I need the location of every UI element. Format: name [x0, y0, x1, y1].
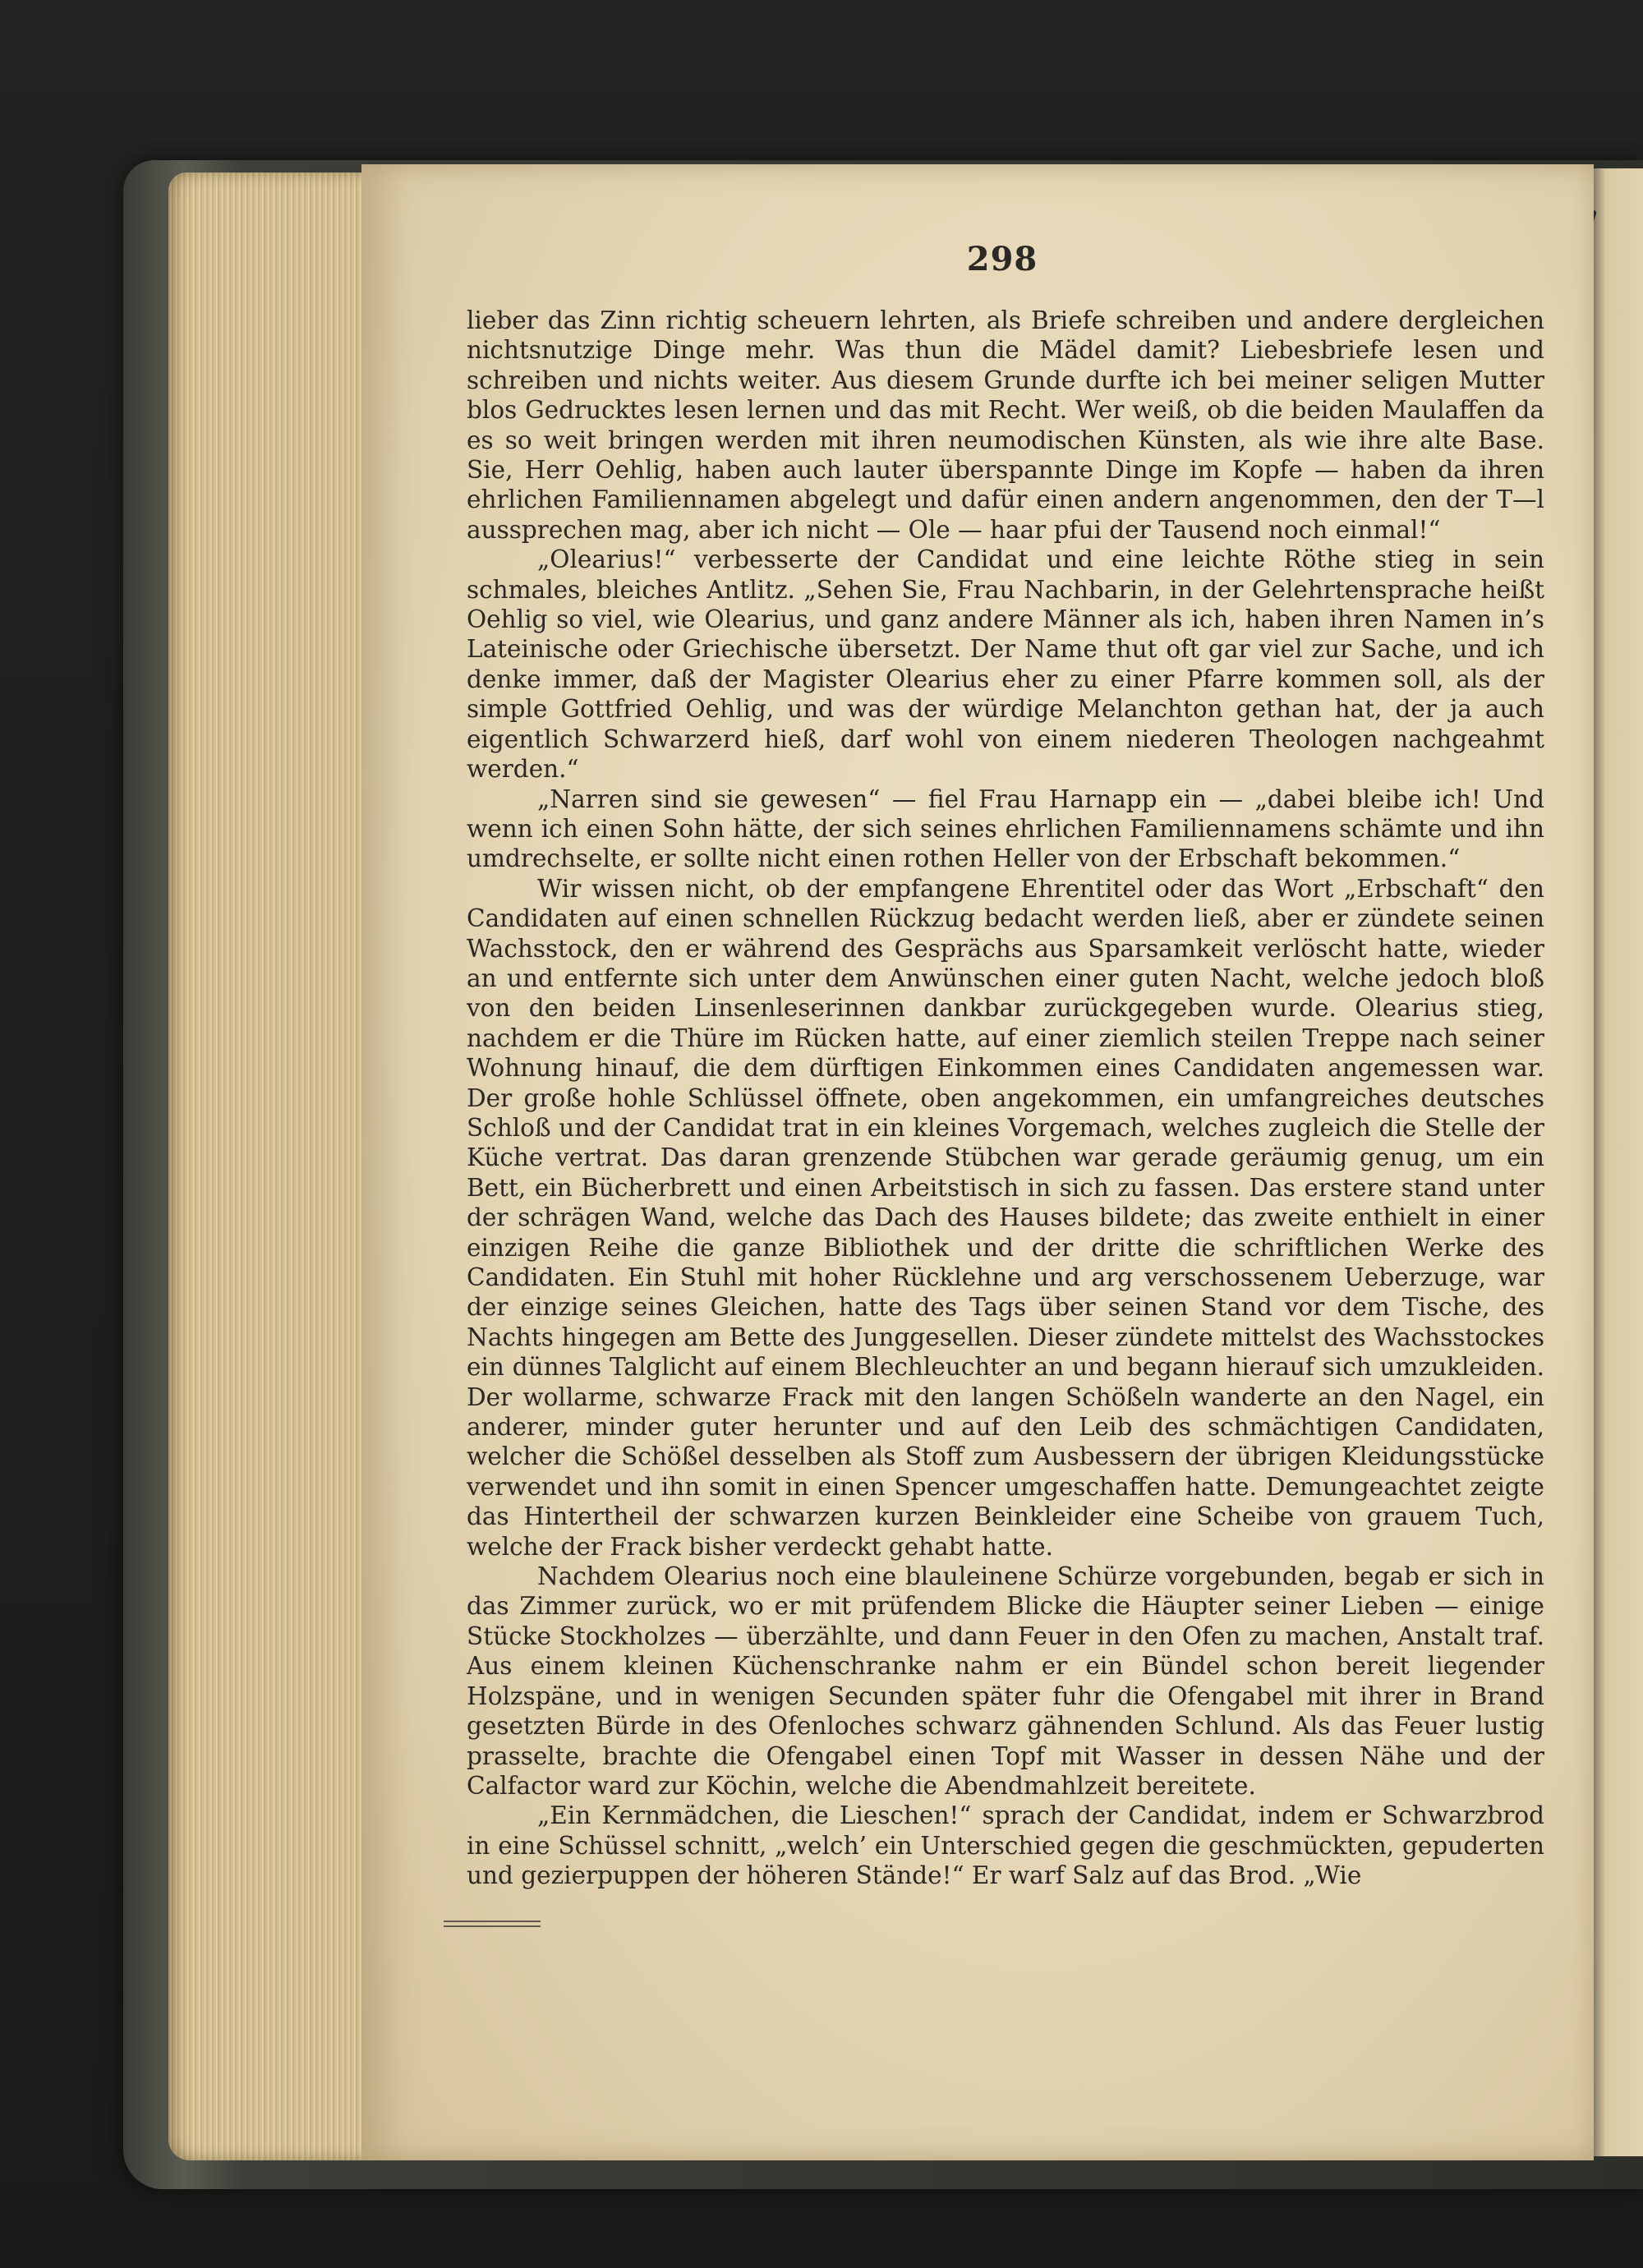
body-text — [467, 306, 1544, 1891]
paragraph: „Ein Kernmädchen, die Lieschen!“ sprach der Candidat, indem er Schwarzbrod in eine Schüssel schnitt, „welch’ ein Unterschied gegen die geschmückten, gepuderten und gezierpuppen der höheren Stände!“ Er warf Salz auf das Brod. „Wie — [467, 1801, 1544, 1890]
page-number: 298 — [966, 240, 1038, 278]
paragraph: „Narren sind sie gewesen“ — fiel Frau Harnapp ein — „dabei bleibe ich! Und wenn ich einen Sohn hätte, der sich seines ehrlichen Familiennamens schämte und ihn umdrechselte, er sollte nicht einen rothen Heller von der Erbschaft bekommen.“ — [467, 784, 1544, 873]
facing-page-edge — [1590, 168, 1643, 2156]
footnote-rule — [444, 1921, 541, 1927]
stacked-page-edges — [168, 173, 382, 2160]
paragraph: lieber das Zinn richtig scheuern lehrten, als Briefe schreiben und andere dergleichen nichtsnutzige Dinge mehr. Was thun die Mädel damit? Liebesbriefe lesen und schreiben und nichts weiter. Aus diesem Grunde durfte ich bei meiner seligen Mutter blos Gedrucktes lesen lernen und das mit Recht. Wer weiß, ob die beiden Maulaffen da es so weit bringen werden mit ihren neumodischen Künsten, als wie ihre alte Base. Sie, Herr Oehlig, haben auch lauter überspannte Dinge im Kopfe — haben da ihren ehrlichen Familiennamen abgelegt und dafür einen andern angenommen, den der T—l aussprechen mag, aber ich nicht — Ole — haar pfui der Tausend noch einmal!“ — [467, 306, 1544, 544]
paragraph: Nachdem Olearius noch eine blauleinene Schürze vorgebunden, begab er sich in das Zimmer zurück, wo er mit prüfendem Blicke die Häupter seiner Lieben — einige Stücke Stockholzes — überzählte, und dann Feuer in den Ofen zu machen, Anstalt traf. Aus einem kleinen Küchenschranke nahm er ein Bündel schon bereit liegender Holzspäne, und in wenigen Secunden später fuhr die Ofengabel mit ihrer in Brand gesetzten Bürde in des Ofenloches schwarz gähnenden Schlund. Als das Feuer lustig prasselte, brachte die Ofengabel einen Topf mit Wasser in dessen Nähe und der Calfactor ward zur Köchin, welche die Abendmahlzeit bereitete. — [467, 1562, 1544, 1800]
paragraph: „Olearius!“ verbesserte der Candidat und eine leichte Röthe stieg in sein schmales, bleiches Antlitz. „Sehen Sie, Frau Nachbarin, in der Gelehrtensprache heißt Oehlig so viel, wie Olearius, und ganz andere Männer als ich, haben ihren Namen in’s Lateinische oder Griechische übersetzt. Der Name thut oft gar viel zur Sache, und ich denke immer, daß der Magister Olearius eher zu einer Pfarre kommen soll, als der simple Gottfried Oehlig, und was der würdige Melanchton gethan hat, der ja auch eigentlich Schwarzerd hieß, darf wohl von einem niederen Theologen nachgeahmt werden.“ — [467, 545, 1544, 784]
paragraph: Wir wissen nicht, ob der empfangene Ehrentitel oder das Wort „Erbschaft“ den Candidaten auf einen schnellen Rückzug bedacht werden ließ, aber er zündete seinen Wachsstock, den er während des Gesprächs aus Sparsamkeit verlöscht hatte, wieder an und entfernte sich unter dem Anwünschen einer guten Nacht, welche jedoch bloß von den beiden Linsenleserinnen dankbar zurückgegeben wurde. Olearius stieg, nachdem er die Thüre im Rücken hatte, auf einer ziemlich steilen Treppe nach seiner Wohnung hinauf, die dem dürftigen Einkommen eines Candidaten angemessen war. Der große hohle Schlüssel öffnete, oben angekommen, ein umfangreiches deutsches Schloß und der Candidat trat in ein kleines Vorgemach, welches zugleich die Stelle der Küche vertrat. Das daran grenzende Stübchen war gerade geräumig genug, um ein Bett, ein Bücherbrett und einen Arbeitstisch in sich zu fassen. Das erstere stand unter der schrägen Wand, welche das Dach des Hauses bildete; das zweite enthielt in einer einzigen Reihe die ganze Bibliothek und der dritte die schriftlichen Werke des Candidaten. Ein Stuhl mit hoher Rücklehne und arg verschossenem Ueberzuge, war der einzige seines Gleichen, hatte des Tags über seinen Stand vor dem Tische, des Nachts hingegen am Bette des Junggesellen. Dieser zündete mittelst des Wachsstockes ein dünnes Talglicht auf einem Blechleuchter an und begann hierauf sich umzukleiden. Der wollarme, schwarze Frack mit den langen Schößeln wanderte an den Nagel, ein anderer, minder guter herunter und auf den Leib des schmächtigen Candidaten, welcher die Schößel desselben als Stoff zum Ausbessern der übrigen Kleidungsstücke verwendet und ihn somit in einen Spencer umgeschaffen hatte. Demungeachtet zeigte das Hintertheil der schwarzen kurzen Beinkleider eine Scheibe von grauem Tuch, welche der Frack bisher verdeckt gehabt hatte. — [467, 874, 1544, 1561]
